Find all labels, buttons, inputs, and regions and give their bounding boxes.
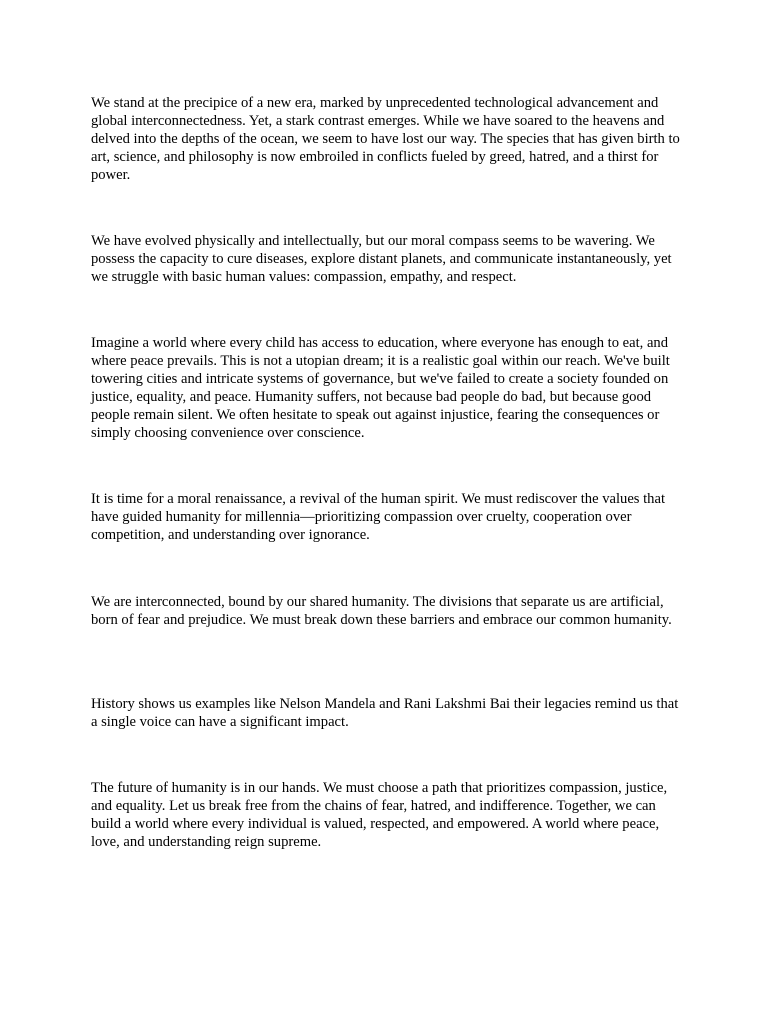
paragraph-imagine-world: Imagine a world where every child has access to education, where everyone has enough to eat, and where peace prevails. This is not a utopian dream; it is a realistic goal within our reach. We've built towering cities and intricate systems of governance, but we've failed to create a society founded on justice, equality, and peace. Humanity suffers, not because bad people do bad, but because good people remain silent. We often hesitate to speak out against injustice, fearing the consequences or simply choosing convenience over conscience. bbox=[91, 335, 670, 441]
paragraph-interconnected: We are interconnected, bound by our shared humanity. The divisions that separate us are artificial, born of fear and prejudice. We must break down these barriers and embrace our common humanity. bbox=[91, 594, 672, 628]
paragraph-history: History shows us examples like Nelson Mandela and Rani Lakshmi Bai their legacies remind us that a single voice can have a significant impact. bbox=[91, 696, 679, 730]
paragraph-era: We stand at the precipice of a new era, marked by unprecedented technological advancement and global interconnectedness. Yet, a stark contrast emerges. While we have soared to the heavens and delved into the depths of the ocean, we seem to have lost our way. The species that has given birth to art, science, and philosophy is now embroiled in conflicts fueled by greed, hatred, and a thirst for power. bbox=[91, 95, 680, 183]
paragraph-moral-renaissance: It is time for a moral renaissance, a revival of the human spirit. We must rediscover the values that have guided humanity for millennia—prioritizing compassion over cruelty, cooperation over competition, and understanding over ignorance. bbox=[91, 491, 666, 543]
paragraph-future: The future of humanity is in our hands. We must choose a path that prioritizes compassion, justice, and equality. Let us break free from the chains of fear, hatred, and indifference. Together, we can build a world where every individual is valued, respected, and empowered. A world where peace, love, and understanding reign supreme. bbox=[91, 780, 668, 850]
paragraph-moral-compass: We have evolved physically and intellectually, but our moral compass seems to be wavering. We possess the capacity to cure diseases, explore distant planets, and communicate instantaneously, yet we struggle with basic human values: compassion, empathy, and respect. bbox=[91, 233, 672, 285]
